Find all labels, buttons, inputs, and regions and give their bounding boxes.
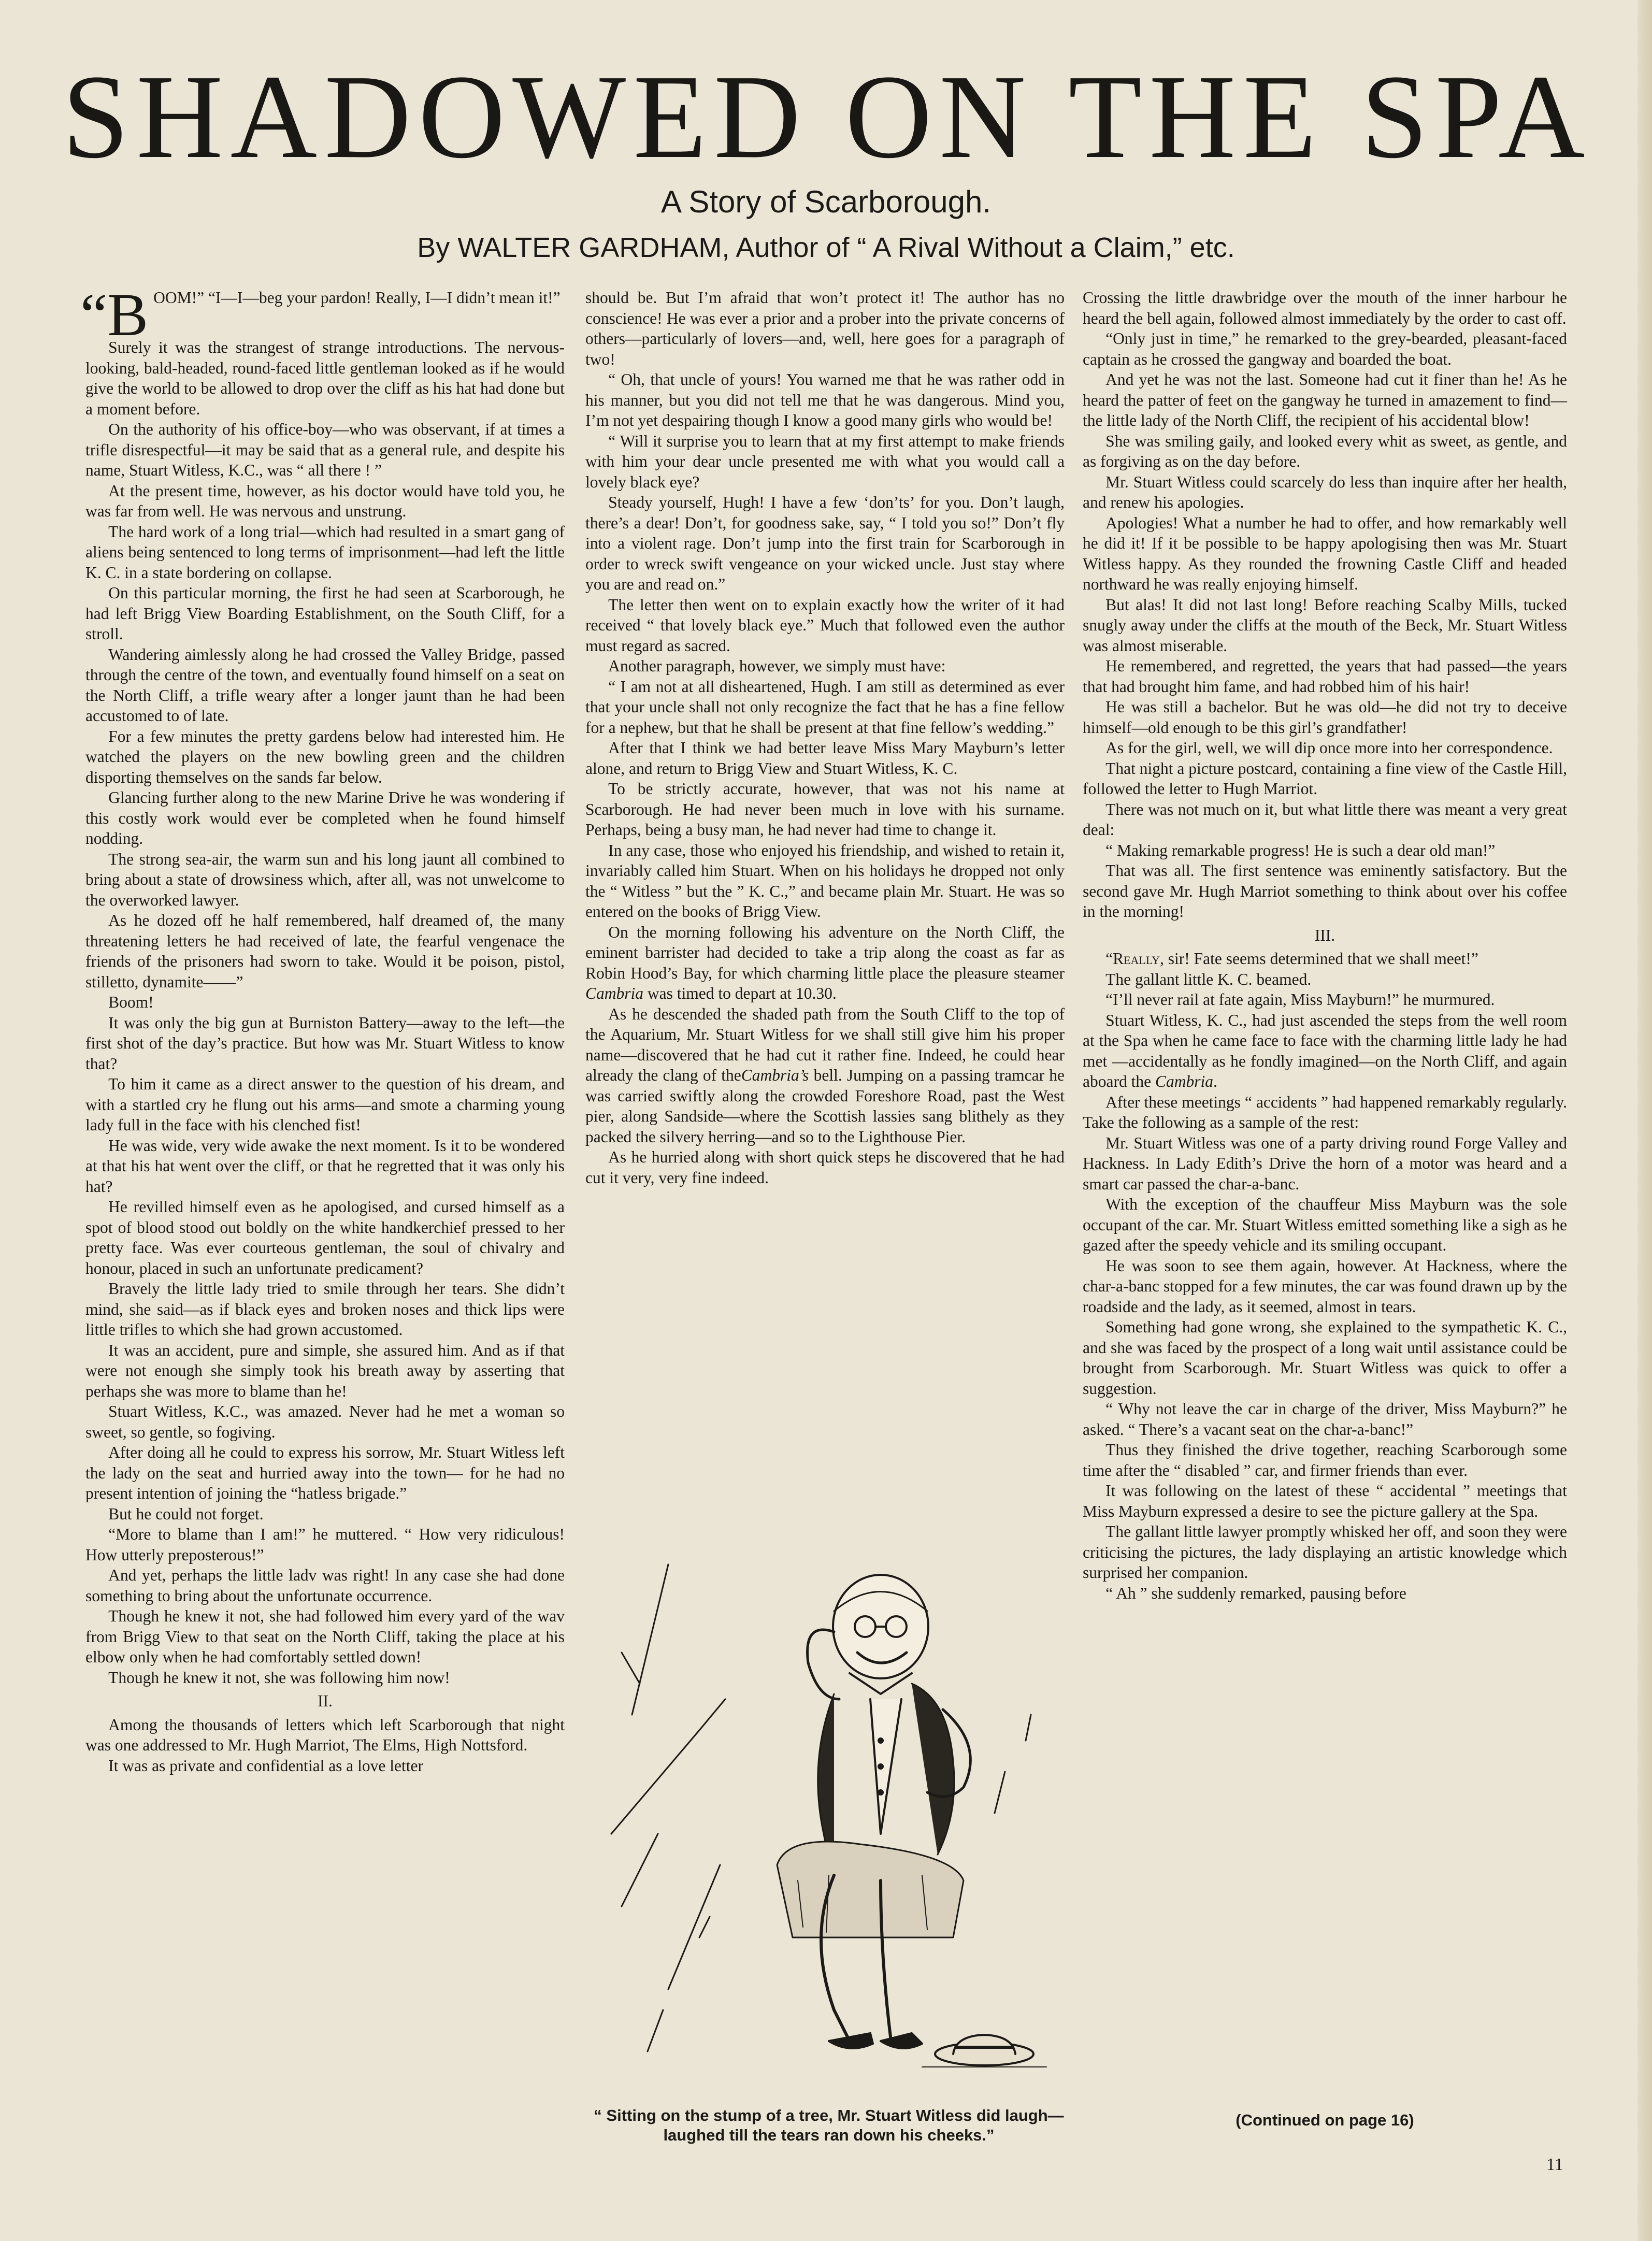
section-heading-2: II. xyxy=(318,1692,333,1710)
paragraph: should be. But I’m afraid that won’t protect it! The author has no conscience! He was ever a prior and a prober into the private concerns of others—particularly of lovers—and, well, here goes for a paragraph of two! xyxy=(585,289,1065,368)
branch-line xyxy=(632,1564,668,1715)
paragraph: But alas! It did not last long! Before reaching Scalby Mills, tucked snugly away under the cliffs at the mouth of the Beck, Mr. Stuart Witless was almost miserable. xyxy=(1083,595,1567,655)
branch-line xyxy=(1026,1715,1031,1741)
illustration-caption: “ Sitting on the stump of a tree, Mr. Stuart Witless did laugh—laughed till the tears ran down his cheeks.” xyxy=(594,2106,1064,2144)
paragraph: Bravely the little lady tried to smile through her tears. She didn’t mind, she said—as if black eyes and broken noses and thick lips were little trifles to which she had grown accustomed. xyxy=(85,1280,565,1339)
paragraph: There was not much on it, but what little there was meant a very great deal: xyxy=(1083,800,1567,839)
paragraph: As for the girl, well, we will dip once more into her correspondence. xyxy=(1105,739,1553,757)
paragraph: After doing all he could to express his sorrow, Mr. Stuart Witless left the lady on the seat and hurried away into the town— for he had no present intention of joining the “hatless brigade.” xyxy=(85,1443,565,1502)
page-edge xyxy=(1637,0,1652,2241)
section-heading-3: III. xyxy=(1314,926,1335,944)
paragraph: The gallant little K. C. beamed. xyxy=(1105,970,1312,988)
paragraph: It was as private and confidential as a love letter xyxy=(108,1756,423,1775)
shirt-button xyxy=(879,1790,883,1794)
illustration-laughing-man xyxy=(591,1544,1067,2093)
branch-line xyxy=(668,1865,720,1989)
paragraph: After that I think we had better leave Miss Mary Mayburn’s letter alone, and return to Brigg View and Stuart Witless, K. C. xyxy=(585,739,1065,778)
paragraph: It was following on the latest of these “ accidental ” meetings that Miss Mayburn expressed a desire to see the picture gallery at the Spa. xyxy=(1083,1482,1567,1520)
page-number: 11 xyxy=(1546,2155,1563,2174)
paragraph: The gallant little lawyer promptly whisked her off, and soon they were criticising the pictures, the lady displaying an artistic knowledge which surprised her companion. xyxy=(1083,1522,1567,1582)
text-column-3 xyxy=(1083,288,1567,2132)
paragraph: Glancing further along to the new Marine Drive he was wondering if this costly work would ever be completed when he found himself nodding. xyxy=(85,788,565,847)
paragraph: “ I am not at all disheartened, Hugh. I am still as determined as ever that your uncle shall not only recognize the fact that he has a fine fellow for a nephew, but that he shall be present at that fine fellow’s wedding.” xyxy=(585,677,1065,737)
paragraph: That was all. The first sentence was eminently satisfactory. But the second gave Mr. Hugh Marriot something to think about over his coffee in the morning! xyxy=(1083,861,1567,921)
paragraph: “ Ah ” she suddenly remarked, pausing before xyxy=(1105,1584,1406,1602)
paragraph: She was smiling gaily, and looked every whit as sweet, as gentle, and as forgiving as on the day before. xyxy=(1083,432,1567,470)
coat-right xyxy=(912,1684,954,1855)
paragraph: “Really, sir! Fate seems determined that we shall meet!” xyxy=(1105,950,1478,968)
paragraph: In any case, those who enjoyed his friendship, and wished to retain it, invariably called him Stuart. When on his holidays he dropped not only the “ Witless ” but the ” K. C.,” and became plain Mr. Stuart. He was so entered on the books of Brigg View. xyxy=(585,841,1065,921)
paragraph: Another paragraph, however, we simply must have: xyxy=(608,657,946,675)
paragraph: The hard work of a long trial—which had resulted in a smart gang of aliens being sentenced to long terms of imprisonment—had left the little K. C. in a state bordering on collapse. xyxy=(85,522,565,582)
left-shoe xyxy=(829,2033,873,2048)
branch-line xyxy=(995,1772,1005,1813)
paragraph: And yet he was not the last. Someone had cut it finer than he! As he heard the patter of feet on the gangway he turned in amazement to find—the little lady of the North Cliff, the recipient of his accidental blow! xyxy=(1083,370,1567,429)
paragraph: With the exception of the chauffeur Miss Mayburn was the sole occupant of the car. Mr. Stuart Witless emitted something like a sigh as he gazed after the speedy vehicle and its smiling occupant. xyxy=(1083,1195,1567,1254)
paragraph: At the present time, however, as his doctor would have told you, he was far from well. He was nervous and unstrung. xyxy=(85,481,565,520)
branch-line xyxy=(648,2010,663,2051)
paragraph: Crossing the little drawbridge over the mouth of the inner harbour he heard the bell again, followed almost immediately by the order to cast off. xyxy=(1083,289,1567,327)
drop-cap: “B xyxy=(80,281,149,349)
continued-notice: (Continued on page 16) xyxy=(1236,2111,1414,2129)
paragraph: On this particular morning, the first he had seen at Scarborough, he had left Brigg View Boarding Establishment, on the South Cliff, for a stroll. xyxy=(85,584,565,643)
paragraph: And yet, perhaps the little ladv was right! In any case she had done something to bring about the unfortunate occurrence. xyxy=(85,1566,565,1605)
story-subtitle: A Story of Scarborough. xyxy=(660,184,992,219)
paragraph: The letter then went on to explain exactly how the writer of it had received “ that lovely black eye.” Much that followed even the author must regard as sacred. xyxy=(585,595,1065,655)
shirt-front xyxy=(870,1699,901,1834)
paragraph: Apologies! What a number he had to offer, and how remarkably well he did it! If it be possible to be happy apologising then was Mr. Stuart Witless happy. As they rounded the frowning Castle Cliff and headed northward he was really enjoying himself. xyxy=(1083,513,1567,593)
paragraph: “More to blame than I am!” he muttered. “ How very ridiculous! How utterly preposterous!” xyxy=(85,1525,565,1564)
paragraph: “ Why not leave the car in charge of the driver, Miss Mayburn?” he asked. “ There’s a vacant seat on the char-a-banc!” xyxy=(1083,1400,1567,1439)
paragraph: Stuart Witless, K. C., had just ascended the steps from the well room at the Spa when he came face to face with the charming little lady he had met —accidentally as he fondly imagined—on the North Cliff, and again aboard the Cambria. xyxy=(1083,1011,1567,1090)
paragraph: As he descended the shaded path from the South Cliff to the top of the Aquarium, Mr. Stuart Witless for we shall still give him his proper name—discovered that he had cut it rather fine. Indeed, he could hear already the clang of theCambria’s bell. Jumping on a passing tramcar he was carried swiftly along the crowded Foreshore Road, past the West pier, along Sandside—where the Scottish lassies sang blithely as they packed the silvery herring—and so to the Lighthouse Pier. xyxy=(585,1004,1065,1146)
paragraph: That night a picture postcard, containing a fine view of the Castle Hill, followed the letter to Hugh Marriot. xyxy=(1083,759,1567,798)
paragraph: “ Will it surprise you to learn that at my first attempt to make friends with him your dear uncle presented me with what you would call a lovely black eye? xyxy=(585,432,1065,491)
paragraph: On the authority of his office-boy—who was observant, if at times a trifle disrespectful—it may be said that as a general rule, and despite his name, Stuart Witless, K.C., was “ all there ! ” xyxy=(85,420,565,479)
paragraph: Mr. Stuart Witless could scarcely do less than inquire after her health, and renew his apologies. xyxy=(1083,472,1567,511)
paragraph: “I’ll never rail at fate again, Miss Mayburn!” he murmured. xyxy=(1105,990,1495,1009)
story-byline: By WALTER GARDHAM, Author of “ A Rival Without a Claim,” etc. xyxy=(417,232,1235,263)
shirt-button xyxy=(879,1739,883,1743)
right-shoe xyxy=(881,2033,922,2048)
paragraph: “Only just in time,” he remarked to the grey-bearded, pleasant-faced captain as he crossed the gangway and boarded the boat. xyxy=(1083,329,1567,368)
paragraph: Surely it was the strangest of strange introductions. The nervous-looking, bald-headed, round-faced little gentleman looked as if he would give the world to be allowed to drop over the cliff as his hat had done but a moment before. xyxy=(85,338,565,418)
paragraph: Wandering aimlessly along he had crossed the Valley Bridge, passed through the centre of the town, and eventually found himself on a seat on the North Cliff, a trifle weary after a longer jaunt than he had been accustomed to of late. xyxy=(85,645,565,725)
paragraph: “ Making remarkable progress! He is such a dear old man!” xyxy=(1105,841,1496,859)
paragraph: On the morning following his adventure on the North Cliff, the eminent barrister had decided to take a trip along the coast as far as Robin Hood’s Bay, for which charming little place the pleasure steamer Cambria was timed to depart at 10.30. xyxy=(585,923,1065,1002)
paragraph: Though he knew it not, she had followed him every yard of the wav from Brigg View to that seat on the North Cliff, taking the place at his elbow only when he had comfortably settled down! xyxy=(85,1607,565,1666)
paragraph: It was only the big gun at Burniston Battery—away to the left—the first shot of the day’s practice. But how was Mr. Stuart Witless to know that? xyxy=(85,1013,565,1073)
paragraph: “ Oh, that uncle of yours! You warned me that he was rather odd in his manner, but you did not tell me that he was dangerous. Mind you, I’m not yet despairing though I know a good many girls who would be! xyxy=(585,370,1065,429)
opening-paragraph: “B OOM!” “I—I—beg your pardon! Really, I—I didn’t mean it!” xyxy=(80,281,561,349)
paragraph: Steady yourself, Hugh! I have a few ‘don’ts’ for you. Don’t laugh, there’s a dear! Don’t, for goodness sake, say, “ I told you so!” Don’t fly into a violent rage. Don’t jump into the first train for Scarborough in order to wreck swift vengeance on your wicked uncle. Just stay where you are and read on.” xyxy=(585,493,1065,593)
paragraph: To him it came as a direct answer to the question of his dream, and with a startled cry he flung out his arms—and smote a charming young lady full in the face with his clenched fist! xyxy=(85,1075,565,1134)
paragraph: He was soon to see them again, however. At Hackness, where the char-a-banc stopped for a few minutes, the car was found drawn up by the roadside and the lady, as it seemed, almost in tears. xyxy=(1083,1256,1567,1316)
paragraph: The strong sea-air, the warm sun and his long jaunt all combined to bring about a state of drowsiness which, after all, was not unwelcome to the overworked lawyer. xyxy=(85,850,565,909)
branch-line xyxy=(699,1917,710,1937)
tree-stump xyxy=(777,1842,964,1937)
paragraph: Though he knew it not, she was following him now! xyxy=(108,1668,450,1687)
shirt-button xyxy=(879,1764,883,1769)
branch-line xyxy=(622,1653,640,1684)
ship-name: Cambria’s xyxy=(741,1066,809,1084)
paragraph: He remembered, and regretted, the years that had passed—the years that had brought him fame, and had robbed him of his hair! xyxy=(1083,657,1567,696)
paragraph: Mr. Stuart Witless was one of a party driving round Forge Valley and Hackness. In Lady Edith’s Drive the horn of a motor was heard and a smart car passed the char-a-banc. xyxy=(1083,1133,1567,1193)
story-title: SHADOWED ON THE SPA xyxy=(62,50,1592,183)
paragraph: He was wide, very wide awake the next moment. Is it to be wondered at that his hat went over the cliff, or that he regretted that it was only his hat? xyxy=(85,1136,565,1196)
text-column-2 xyxy=(585,288,1065,1541)
paragraph: He was still a bachelor. But he was old—he did not try to deceive himself—old enough to be this girl’s grandfather! xyxy=(1083,698,1567,737)
dropped-hat-crown xyxy=(953,2035,1015,2054)
paragraph: For a few minutes the pretty gardens below had interested him. He watched the players on the new bowling green and the children disporting themselves on the sands far below. xyxy=(85,727,565,786)
paragraph: After these meetings “ accidents ” had happened remarkably regularly. Take the following as a sample of the rest: xyxy=(1083,1093,1567,1131)
paragraph: It was an accident, pure and simple, she assured him. And as if that were not enough she simply took his breath away by asserting that perhaps she was more to blame than he! xyxy=(85,1341,565,1400)
paragraph: Among the thousands of letters which left Scarborough that night was one addressed to Mr. Hugh Marriot, The Elms, High Nottsford. xyxy=(85,1715,565,1754)
text-column-1 xyxy=(80,281,565,2132)
ship-name: Cambria xyxy=(585,984,644,1002)
paragraph: To be strictly accurate, however, that was not his name at Scarborough. He had never been much in love with his surname. Perhaps, being a busy man, he had never had time to change it. xyxy=(585,780,1065,839)
paragraph: Thus they finished the drive together, reaching Scarborough some time after the “ disabled ” car, and firmer friends than ever. xyxy=(1083,1441,1567,1479)
branch-line xyxy=(622,1834,658,1906)
paragraph: But he could not forget. xyxy=(108,1504,264,1523)
paragraph: He revilled himself even as he apologised, and cursed himself as a spot of blood stood out boldly on the white handkerchief pressed to her pretty face. Was ever courteous gentleman, the soul of chivalry and honour, placed in such an unfortunate predicament? xyxy=(85,1198,565,1277)
ship-name: Cambria xyxy=(1155,1072,1213,1090)
paragraph: Boom! xyxy=(108,993,154,1011)
paragraph: Stuart Witless, K.C., was amazed. Never had he met a woman so sweet, so gentle, so fogiving. xyxy=(85,1402,565,1441)
paragraph: Something had gone wrong, she explained to the sympathetic K. C., and she was faced by the prospect of a long wait until assistance could be brought from Scarborough. Mr. Stuart Witless was quick to offer a suggestion. xyxy=(1083,1318,1567,1398)
paragraph: As he dozed off he half remembered, half dreamed of, the many threatening letters he had received of late, the fearful vengenace the friends of the prisoners had sworn to take. Would it be poison, pistol, stilletto, dynamite——” xyxy=(85,911,565,991)
paragraph: As he hurried along with short quick steps he discovered that he had cut it very, very fine indeed. xyxy=(585,1148,1065,1187)
branch-line xyxy=(611,1699,725,1834)
